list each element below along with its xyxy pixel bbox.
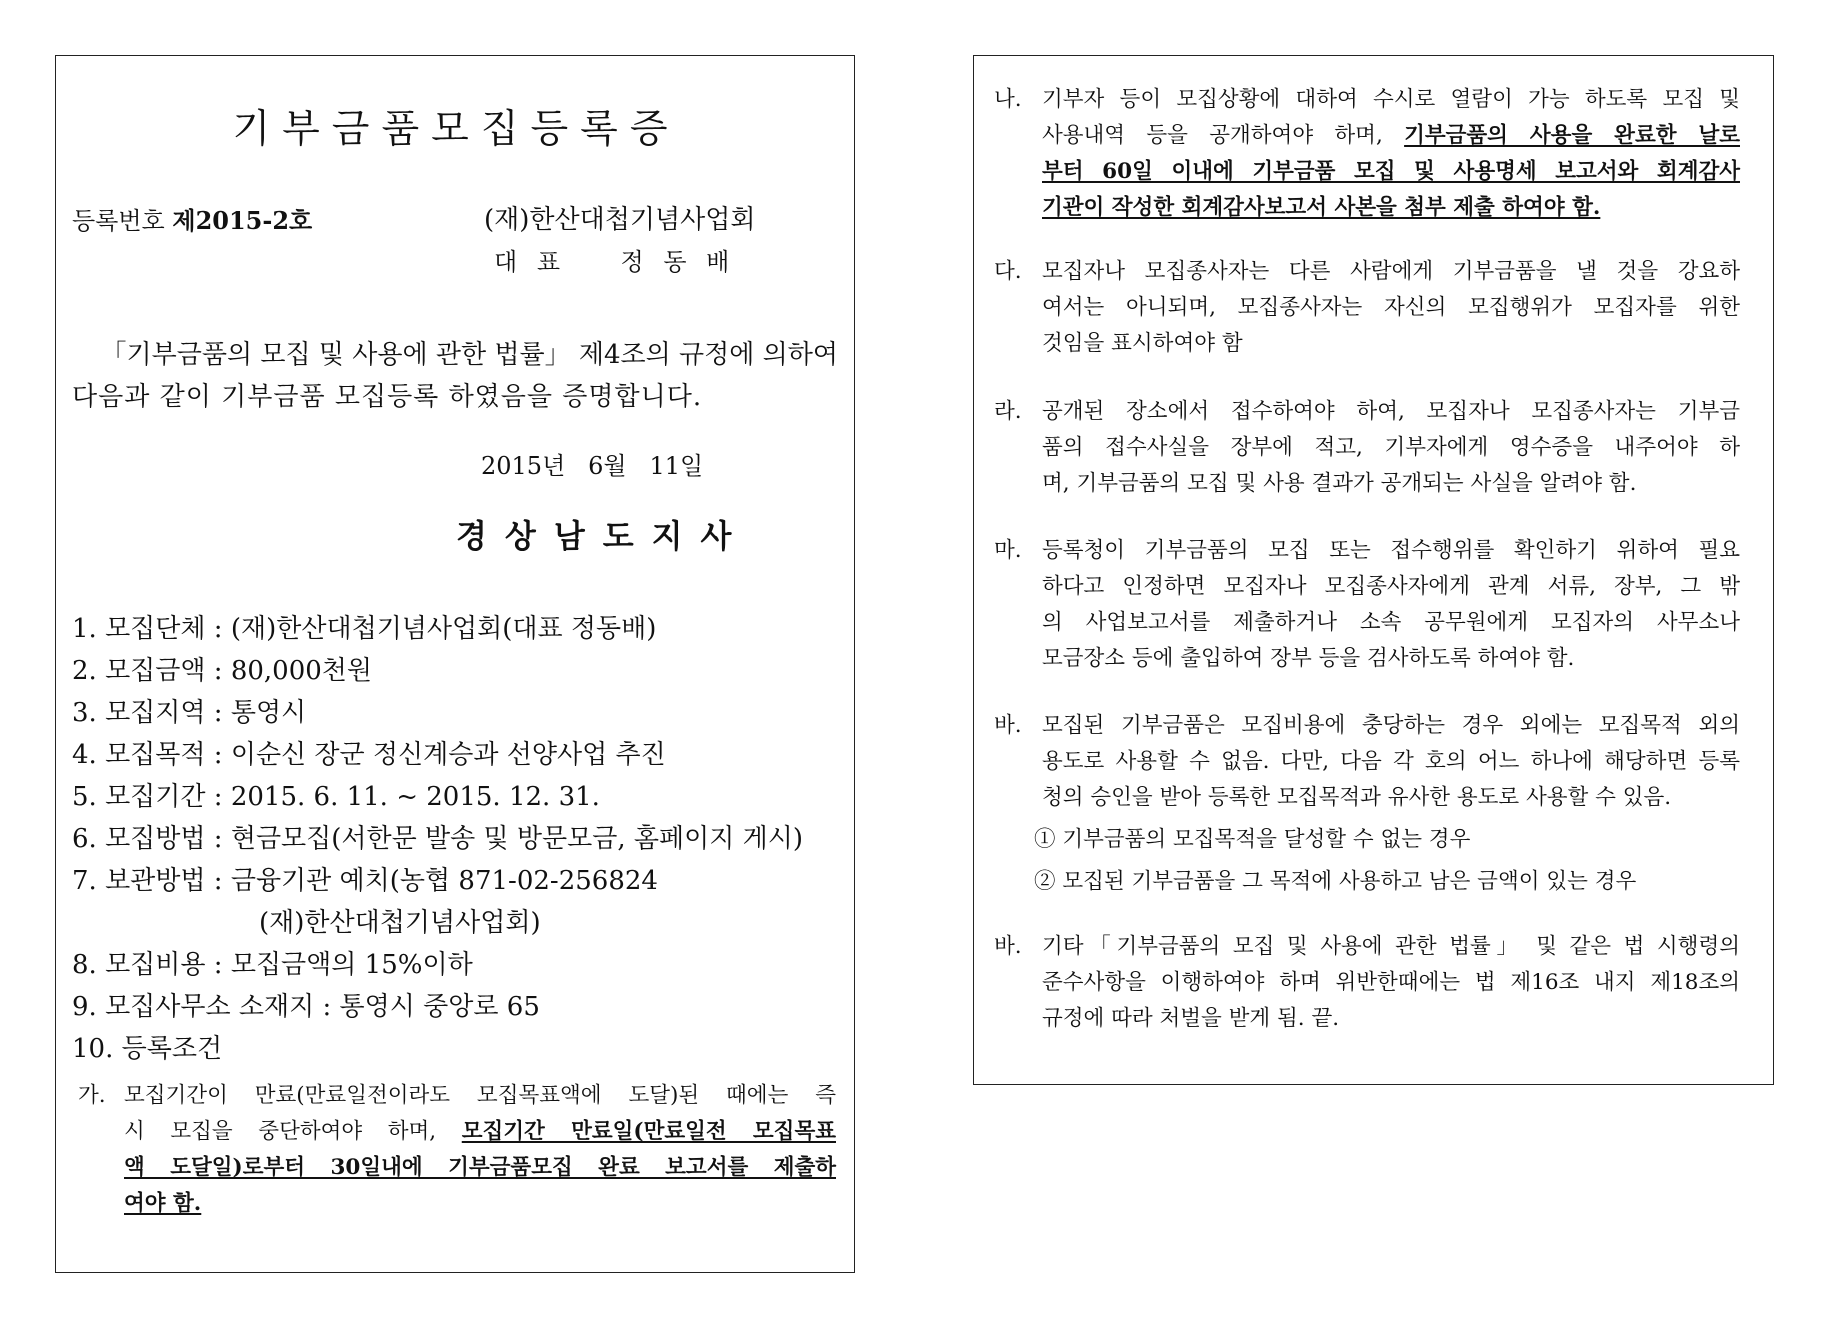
item-7: 7. 보관방법 : 금융기관 예치(농협 871-02-256824 xyxy=(72,866,658,896)
item-5: 5. 모집기간 : 2015. 6. 11. ~ 2015. 12. 31. xyxy=(72,782,600,812)
condition-ba-line-1: 모집된 기부금품은 모집비용에 충당하는 경우 외에는 모집목적 외의 xyxy=(1042,713,1740,738)
condition-ba-2-line-2: 준수사항을 이행하여야 하며 위반한때에는 법 제16조 내지 제18조의 xyxy=(1042,970,1740,995)
item-7-continued: (재)한산대첩기념사업회) xyxy=(259,908,541,938)
issuer: 경상남도지사 xyxy=(456,517,750,555)
condition-ma-line-1: 등록청이 기부금품의 모집 또는 접수행위를 확인하기 위하여 필요 xyxy=(1042,538,1740,563)
condition-na-line-3: 부터 60일 이내에 기부금품 모집 및 사용명세 보고서와 회계감사 xyxy=(1042,159,1740,184)
condition-da-line-3: 것임을 표시하여야 함 xyxy=(1042,331,1243,356)
condition-da-line-1: 모집자나 모집종사자는 다른 사람에게 기부금품을 낼 것을 강요하 xyxy=(1042,259,1740,284)
condition-ba-sub-2: ② 모집된 기부금품을 그 목적에 사용하고 남은 금액이 있는 경우 xyxy=(1034,869,1637,894)
conditions-panel xyxy=(973,55,1774,1085)
condition-ba-line-2: 용도로 사용할 수 없음. 다만, 다음 각 호의 어느 하나에 해당하면 등록 xyxy=(1042,749,1740,774)
condition-ma-line-2: 하다고 인정하면 모집자나 모집종사자에게 관계 서류, 장부, 그 밖 xyxy=(1042,574,1740,599)
condition-ma-marker: 마. xyxy=(994,538,1022,563)
item-9: 9. 모집사무소 소재지 : 통영시 중앙로 65 xyxy=(72,992,540,1022)
condition-na-line-1: 기부자 등이 모집상황에 대하여 수시로 열람이 가능 하도록 모집 및 xyxy=(1042,87,1740,112)
item-8: 8. 모집비용 : 모집금액의 15%이하 xyxy=(72,950,473,980)
item-1: 1. 모집단체 : (재)한산대첩기념사업회(대표 정동배) xyxy=(72,614,657,644)
condition-ba-sub-1: ① 기부금품의 모집목적을 달성할 수 없는 경우 xyxy=(1034,827,1471,852)
condition-ra-line-2: 품의 접수사실을 장부에 적고, 기부자에게 영수증을 내주어야 하 xyxy=(1042,435,1740,460)
condition-ma-line-3: 의 사업보고서를 제출하거나 소속 공무원에게 모집자의 사무소나 xyxy=(1042,610,1740,635)
condition-ba-2-line-3: 규정에 따라 처벌을 받게 됨. 끝. xyxy=(1042,1006,1340,1031)
condition-ga-line-2: 시 모집을 중단하여야 하며, 모집기간 만료일(만료일전 모집목표 xyxy=(124,1119,836,1144)
condition-ga-line-3: 액 도달일)로부터 30일내에 기부금품모집 완료 보고서를 제출하 xyxy=(124,1155,836,1180)
condition-ba-line-3: 청의 승인을 받아 등록한 모집목적과 유사한 용도로 사용할 수 있음. xyxy=(1042,785,1672,810)
condition-ba-2-marker: 바. xyxy=(994,934,1022,959)
item-2: 2. 모집금액 : 80,000천원 xyxy=(72,656,373,686)
condition-ra-line-3: 며, 기부금품의 모집 및 사용 결과가 공개되는 사실을 알려야 함. xyxy=(1042,471,1637,496)
condition-na-marker: 나. xyxy=(994,87,1022,112)
representative: 대 표 정 동 배 xyxy=(494,248,736,276)
certificate-title: 기부금품모집등록증 xyxy=(232,107,680,152)
registration-number xyxy=(72,201,312,236)
condition-ma-line-4: 모금장소 등에 출입하여 장부 등을 검사하도록 하여야 함. xyxy=(1042,646,1575,671)
condition-da-line-2: 여서는 아니되며, 모집종사자는 자신의 모집행위가 모집자를 위한 xyxy=(1042,295,1740,320)
item-4: 4. 모집목적 : 이순신 장군 정신계승과 선양사업 추진 xyxy=(72,740,666,770)
condition-ga-line-1: 모집기간이 만료(만료일전이라도 모집목표액에 도달)된 때에는 즉 xyxy=(124,1083,836,1108)
registration-number-value: 제2015-2호 xyxy=(172,206,313,235)
condition-na-line-2: 사용내역 등을 공개하여야 하며, 기부금품의 사용을 완료한 날로 xyxy=(1042,123,1740,148)
condition-ga-line-4: 여야 함. xyxy=(124,1191,202,1216)
certificate-panel xyxy=(55,55,855,1273)
issue-date: 2015년 6월 11일 xyxy=(481,452,704,480)
condition-na-line-4: 기관이 작성한 회계감사보고서 사본을 첨부 제출 하여야 함. xyxy=(1042,195,1601,220)
statement-line-2: 다음과 같이 기부금품 모집등록 하였음을 증명합니다. xyxy=(72,382,703,412)
condition-ga-marker: 가. xyxy=(78,1083,106,1108)
item-6: 6. 모집방법 : 현금모집(서한문 발송 및 방문모금, 홈페이지 게시) xyxy=(72,824,804,854)
condition-ra-line-1: 공개된 장소에서 접수하여야 하여, 모집자나 모집종사자는 기부금 xyxy=(1042,399,1740,424)
registration-number-label: 등록번호 xyxy=(72,207,165,235)
organization-name: (재)한산대첩기념사업회 xyxy=(484,205,756,235)
item-10: 10. 등록조건 xyxy=(72,1034,223,1064)
statement-line-1: 「기부금품의 모집 및 사용에 관한 법률」 제4조의 규정에 의하여 xyxy=(100,340,838,370)
condition-da-marker: 다. xyxy=(994,259,1022,284)
condition-ba-2-line-1: 기타「기부금품의 모집 및 사용에 관한 법률」 및 같은 법 시행령의 xyxy=(1042,934,1740,959)
condition-ba-marker: 바. xyxy=(994,713,1022,738)
condition-ra-marker: 라. xyxy=(994,399,1022,424)
item-3: 3. 모집지역 : 통영시 xyxy=(72,698,307,728)
